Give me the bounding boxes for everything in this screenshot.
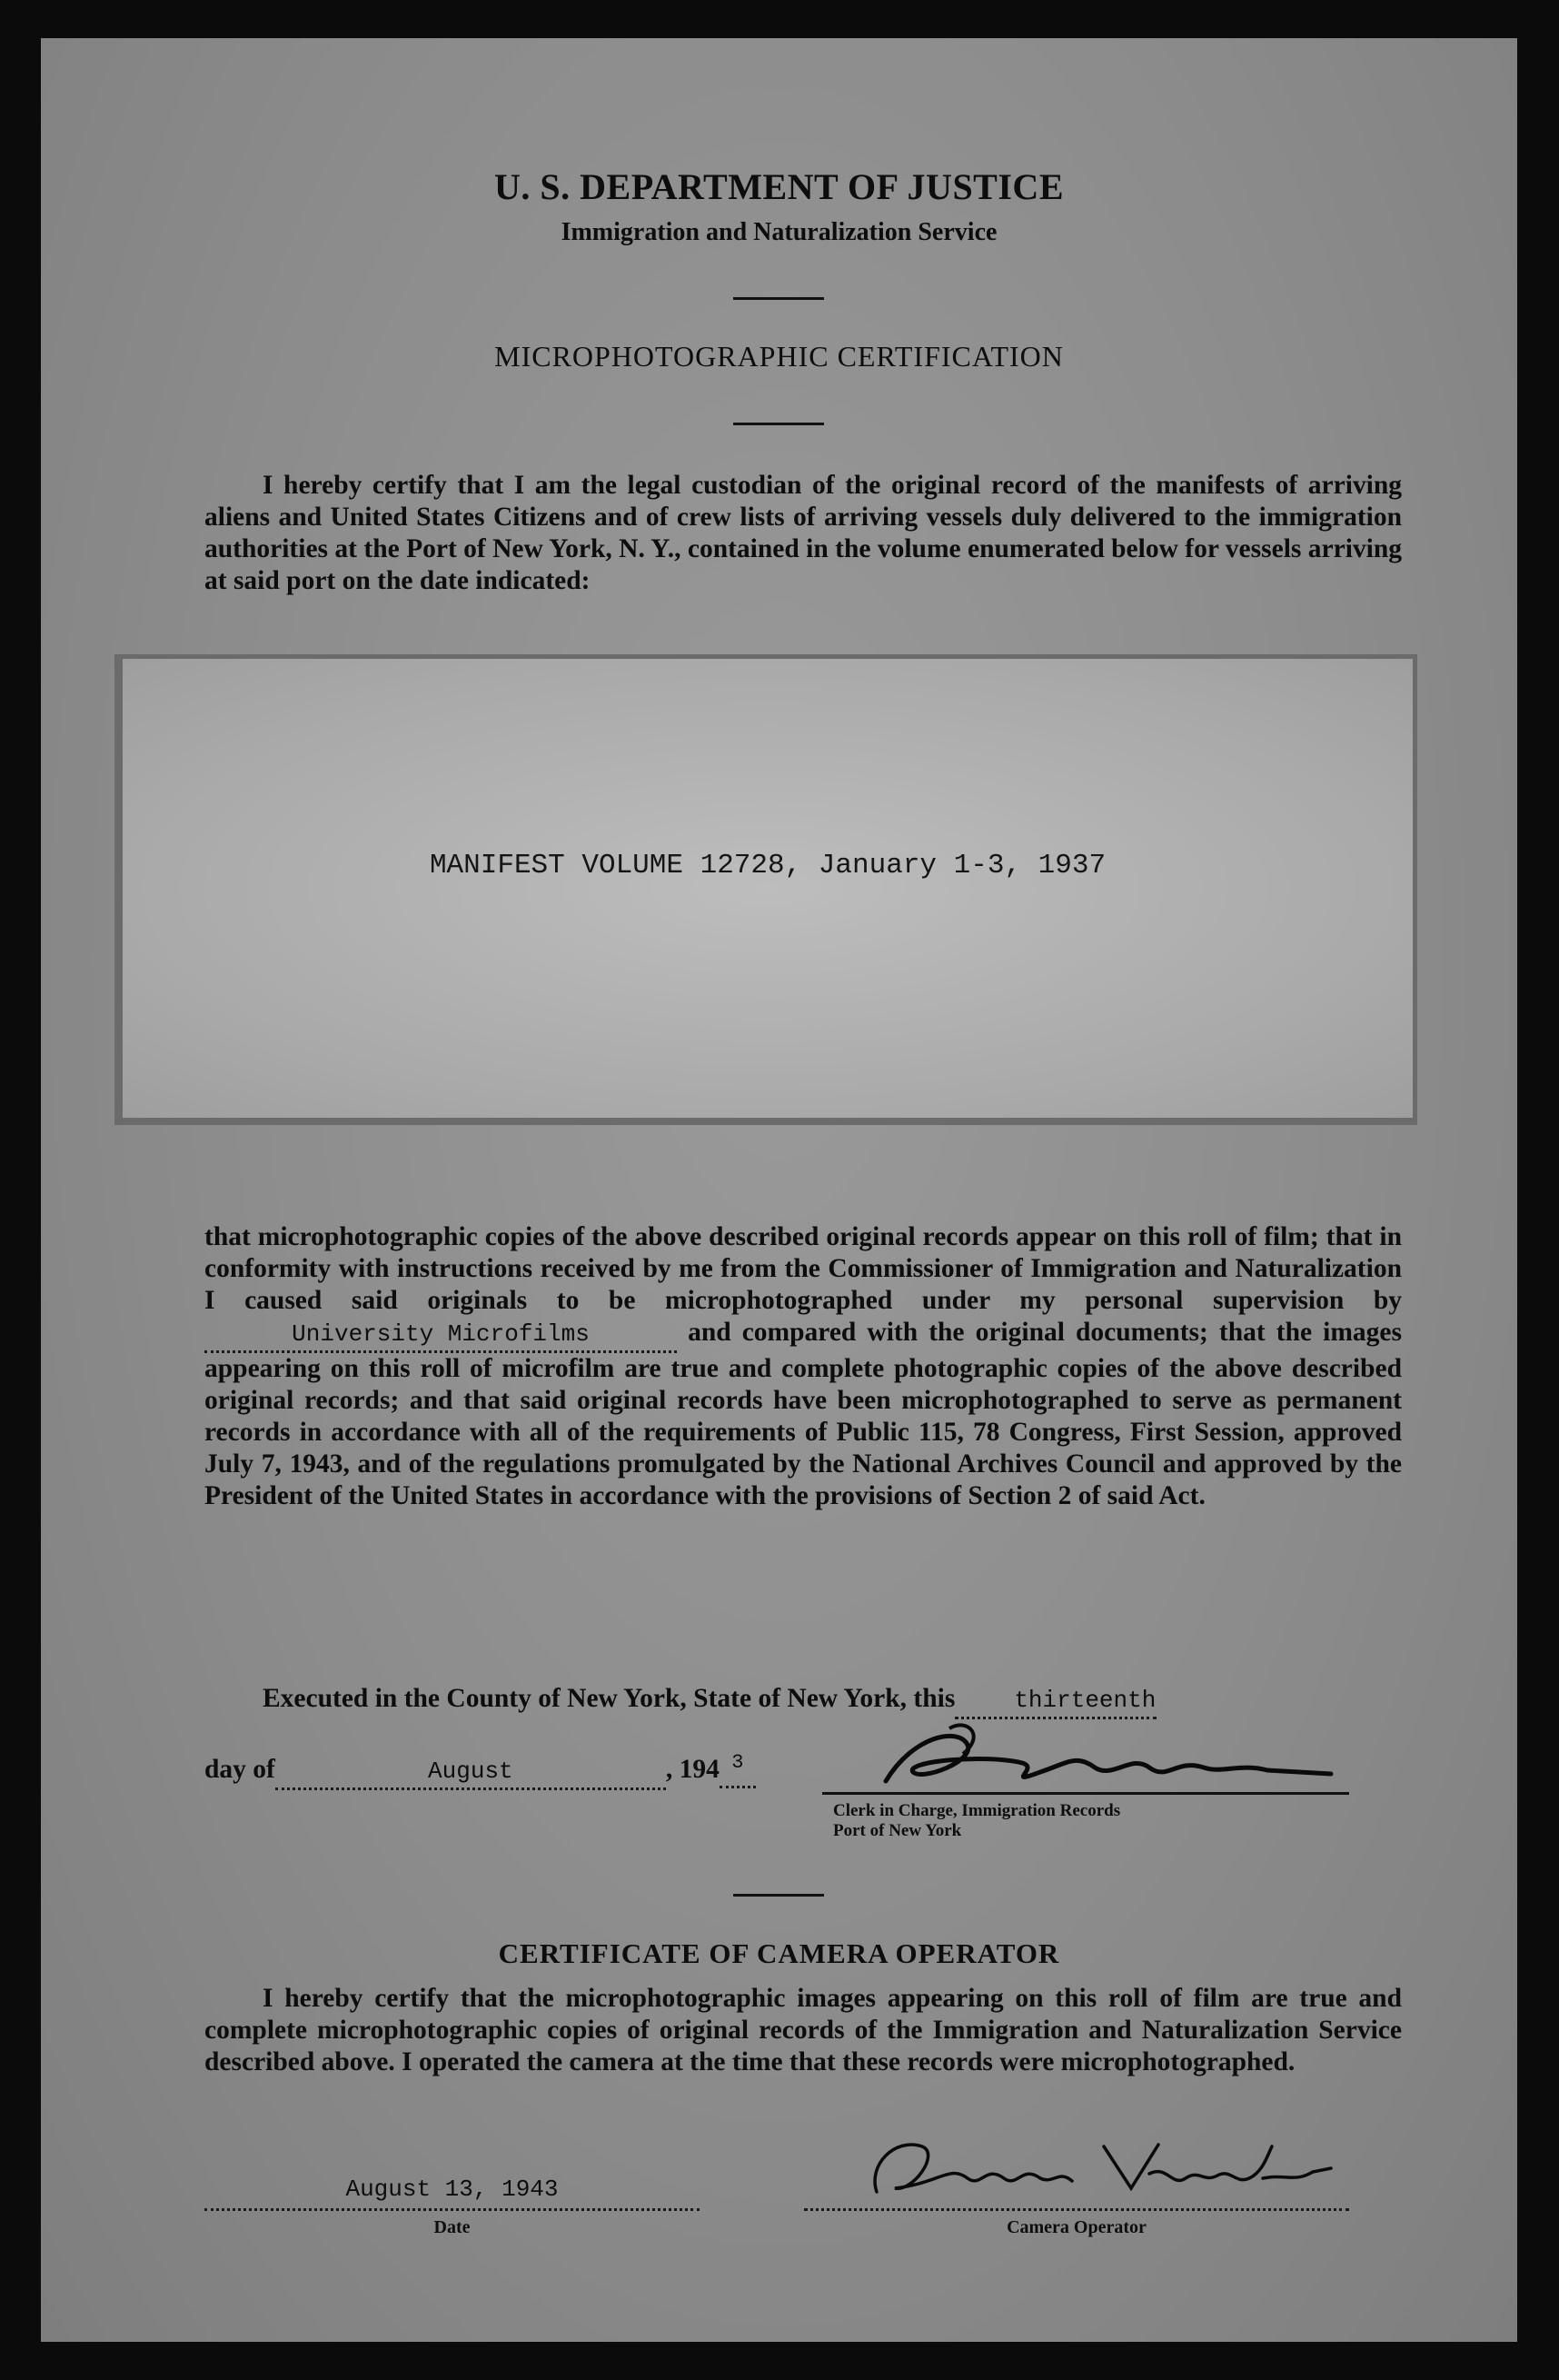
camera-date-label: Date [433,2217,471,2237]
executed-text: Executed in the County of New York, State of New York, this [263,1684,956,1713]
divider-1 [733,297,824,300]
camera-date-value: August 13, 1943 [345,2176,559,2203]
service-subtitle: Immigration and Naturalization Service [561,218,998,246]
certificate-sheet [41,38,1517,2342]
day-value: thirteenth [1014,1687,1157,1714]
camera-operator-label: Camera Operator [1007,2217,1147,2237]
photographer-value: University Microfilms [292,1320,590,1348]
body-part2: and compared with the original documents; that the images appearing on this roll of microfilm are true and complete photographic copies of the above described original records; and that said original records have been microphotographed to serve as permanent records in accordance with all of the requirements of Public 115, 78 Congress, First Session, approved July 7, 1943, and of the regulations promulgated by the National Archives Council and approved by the President of the United States in accordance with the provisions of Section 2 of said Act. [204,1318,1403,1510]
certification-heading: MICROPHOTOGRAPHIC CERTIFICATION [494,340,1064,373]
month-value: August [428,1757,513,1785]
camera-heading: CERTIFICATE OF CAMERA OPERATOR [498,1937,1060,1969]
day-of-label: day of [204,1754,275,1784]
clerk-title-line2: Port of New York [833,1821,962,1840]
body-part1: that microphotographic copies of the above described original records appear on this roll of film; that in conformity with instructions received by me from the Commissioner of Immigration and Naturalization I caused said originals to be microphotographed under my personal supervision by [204,1222,1402,1315]
department-title: U. S. DEPARTMENT OF JUSTICE [494,166,1064,207]
manifest-volume-text: MANIFEST VOLUME 12728, January 1-3, 1937 [429,850,1107,881]
intro-paragraph: I hereby certify that I am the legal custodian of the original record of the manifests of arriving aliens and United States Citizens and of crew lists of arriving vessels duly delivered to the immigration authorities at the Port of New York, N. Y., contained in the volume enumerated below for vessels arriving at said port on the date indicated: [204,471,1402,595]
divider-2 [733,423,824,425]
camera-paragraph: I hereby certify that the microphotographic images appearing on this roll of film are true and complete microphotographic copies of original records of the Immigration and Naturalization Service described above. I operated the camera at the time that these records were microphotographed. [204,1984,1402,2076]
year-digit: 3 [731,1751,744,1774]
year-prefix: , 194 [665,1754,720,1784]
clerk-title-line1: Clerk in Charge, Immigration Records [833,1801,1121,1820]
volume-label [123,659,1413,1118]
